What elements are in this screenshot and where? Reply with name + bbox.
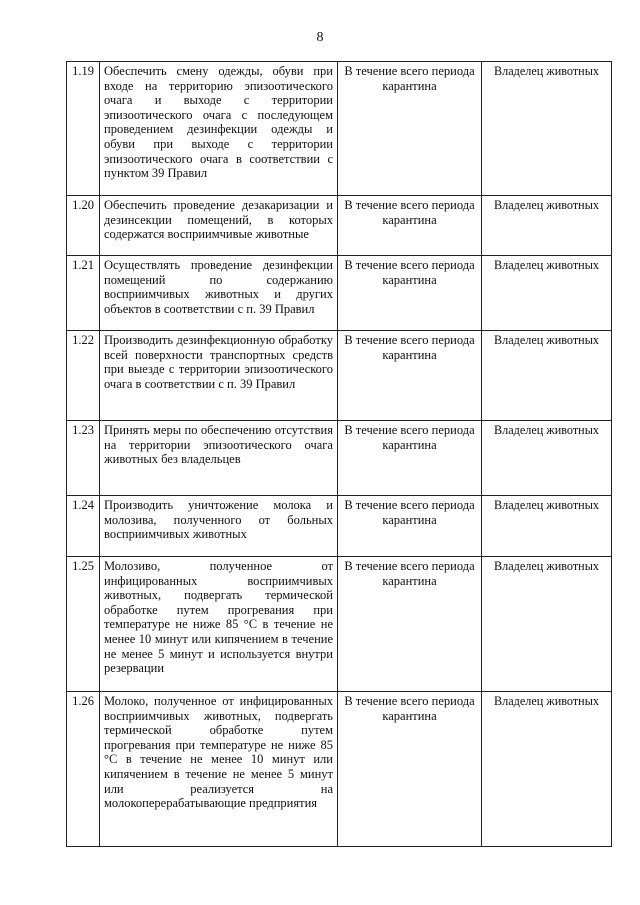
table-row [67,256,612,331]
table-row [67,331,612,421]
term-text: В течение всего периода карантина [338,496,482,557]
responsible-text: Владелец животных [482,692,612,847]
term-text: В течение всего периода карантина [338,692,482,847]
table-row [67,496,612,557]
responsible-text: Владелец животных [482,496,612,557]
responsible-text: Владелец животных [482,557,612,692]
term-text: В течение всего периода карантина [338,196,482,256]
table-row [67,62,612,196]
responsible-text: Владелец животных [482,62,612,196]
table-row [67,692,612,847]
measure-text: Молоко, полученное от инфицированных восприимчивых животных, подвергать термической обработке путем прогревания при температуре не ниже 85 °С в течение не менее 10 минут или кипячением в течение не менее 5 минут или реализуется на молокоперерабатывающие предприятия [100,692,338,847]
table-row [67,557,612,692]
row-number: 1.22 [67,331,100,421]
row-number: 1.23 [67,421,100,496]
row-number: 1.25 [67,557,100,692]
measure-text: Молозиво, полученное от инфицированных восприимчивых животных, подвергать термической обработке путем прогревания при температуре не ниже 85 °С в течение не менее 10 минут или кипячением в течение не менее 5 минут и используется внутри резервации [100,557,338,692]
row-number: 1.24 [67,496,100,557]
responsible-text: Владелец животных [482,256,612,331]
responsible-text: Владелец животных [482,196,612,256]
page-number: 8 [316,30,324,45]
row-number: 1.21 [67,256,100,331]
measures-table [66,61,612,847]
row-number: 1.26 [67,692,100,847]
measure-text: Обеспечить смену одежды, обуви при входе на территорию эпизоотического очага и выходе с территории эпизоотического очага с последующем проведением дезинфекции одежды и обуви при выходе с территории эпизоотического очага в соответствии с пунктом 39 Правил [100,62,338,196]
term-text: В течение всего периода карантина [338,557,482,692]
measure-text: Осуществлять проведение дезинфекции помещений по содержанию восприимчивых животных и других объектов в соответствии с п. 39 Правил [100,256,338,331]
term-text: В течение всего периода карантина [338,256,482,331]
measure-text: Принять меры по обеспечению отсутствия на территории эпизоотического очага животных без владельцев [100,421,338,496]
table-row [67,421,612,496]
responsible-text: Владелец животных [482,421,612,496]
measure-text: Производить уничтожение молока и молозива, полученного от больных восприимчивых животных [100,496,338,557]
term-text: В течение всего периода карантина [338,331,482,421]
term-text: В течение всего периода карантина [338,62,482,196]
term-text: В течение всего периода карантина [338,421,482,496]
row-number: 1.19 [67,62,100,196]
row-number: 1.20 [67,196,100,256]
measure-text: Обеспечить проведение дезакаризации и дезинсекции помещений, в которых содержатся восприимчивые животные [100,196,338,256]
measure-text: Производить дезинфекционную обработку всей поверхности транспортных средств при выезде с территории эпизоотического очага в соответствии с п. 39 Правил [100,331,338,421]
responsible-text: Владелец животных [482,331,612,421]
table-row [67,196,612,256]
